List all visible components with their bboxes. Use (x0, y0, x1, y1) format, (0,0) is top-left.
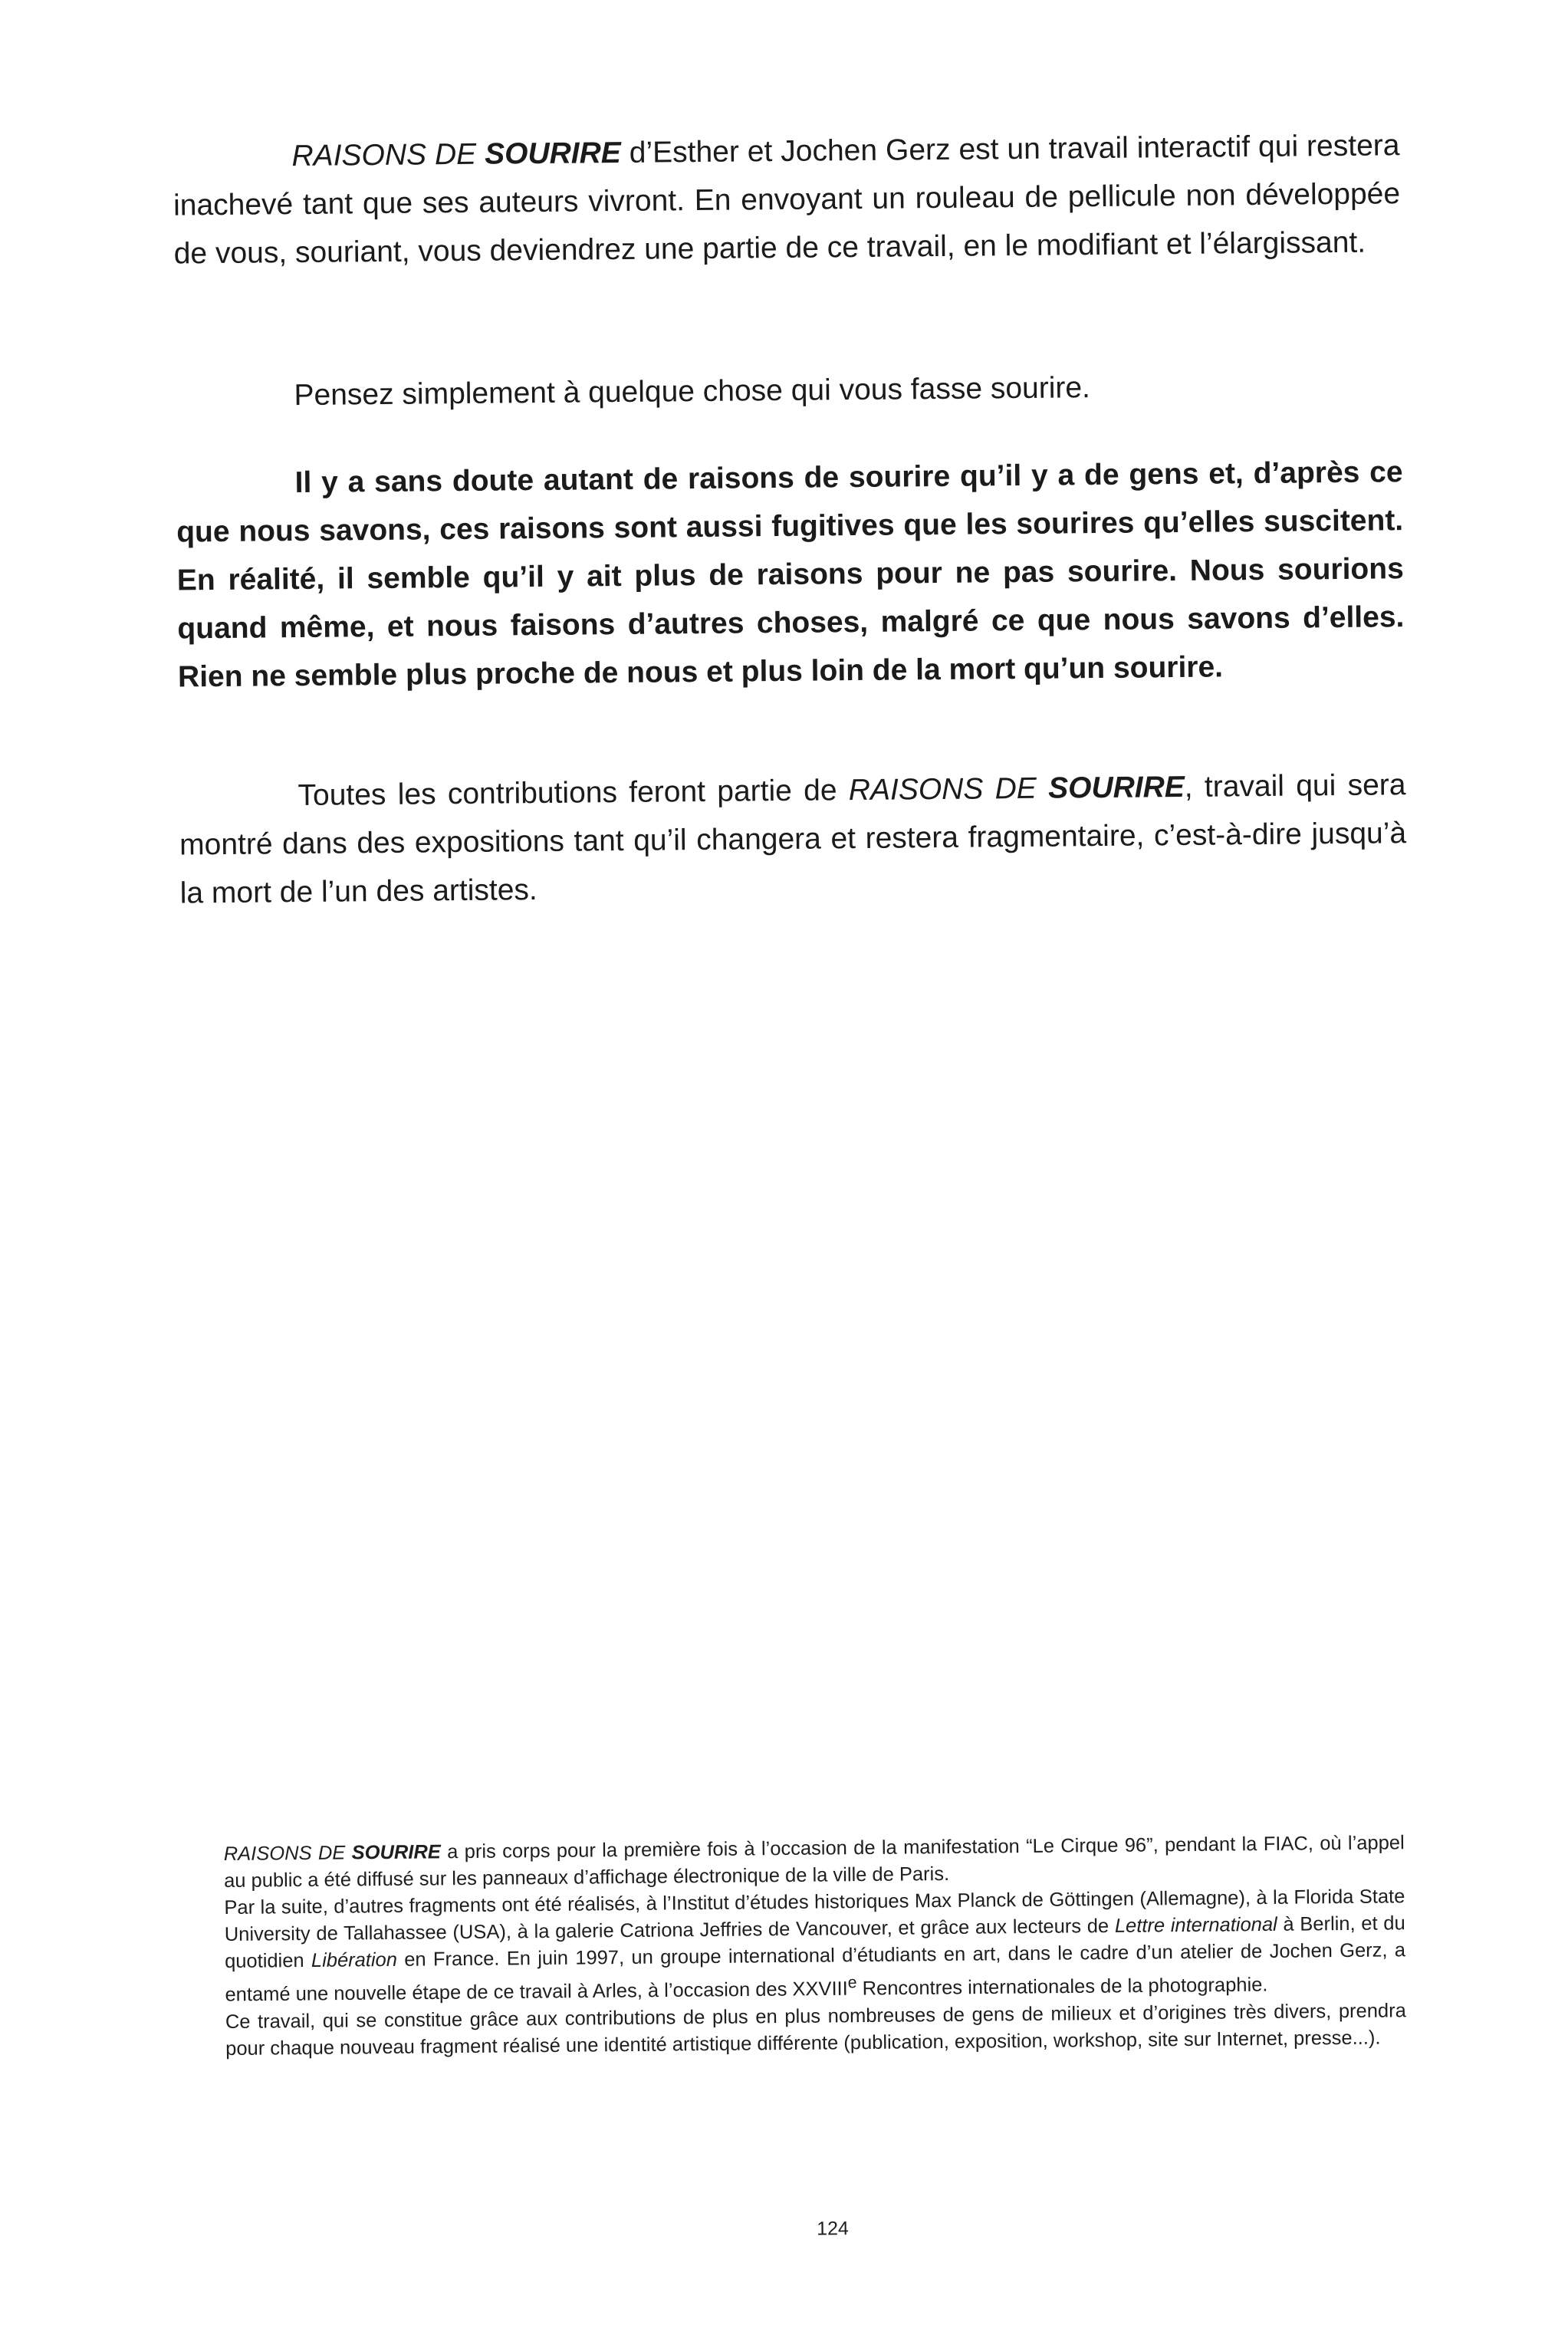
paragraph-instruction: Pensez simplement à quelque chose qui vous fasse sourire. (294, 371, 1091, 413)
intro-text: d’Esther et Jochen Gerz est un travail interactif qui restera inachevé tant que ses auteurs vivront. En envoyant un rouleau de pellicule non développée de vous, souriant, vous deviendrez une partie de ce travail, en le modifiant et l’élargissant. (173, 129, 1401, 271)
note-text-2a: Par la suite, d’autres fragments ont été réalisés, à l’Institut d’études historiques Max Planck de Göttingen (Allemagne), à la Florida State University de Tallahassee (USA), à la galerie Catriona Jeffries de Vancouver, et grâce aux lecteurs de (224, 1886, 1405, 1946)
liberation: Libération (311, 1948, 398, 1971)
note-title-raisons-de: RAISONS DE (223, 1842, 346, 1866)
note-text-2b: à Berlin, et du quotidien (224, 1912, 1405, 1973)
footnote-block (224, 1830, 1407, 2062)
note-text-2c: en France. En juin 1997, un groupe international d’étudiants en art, dans le cadre d’un atelier de Jochen Gerz, a entamé une nouvelle étape de ce travail à Arles, à l’occasion des XXVIII (225, 1939, 1406, 2006)
title-raisons-de: RAISONS DE (848, 771, 1037, 807)
note-title-sourire: SOURIRE (351, 1841, 441, 1864)
note-text-1: a pris corps pour la première fois à l’occasion de la manifestation “Le Cirque 96”, pendant la FIAC, où l’appel au public a été diffusé sur les panneaux d’affichage électronique de la ville de Paris. (223, 1832, 1405, 1892)
contributions-text-before: Toutes les contributions feront partie de (297, 774, 850, 813)
page-number: 124 (817, 2218, 849, 2240)
paragraph-intro (173, 121, 1401, 278)
superscript-e: e (847, 1973, 857, 1992)
footnote-paragraph-3: Ce travail, qui se constitue grâce aux contributions de plus en plus nombreuses de gens de milieux et d’origines très divers, prendra pour chaque nouveau fragment réalisé une identité artistique différente (publication, exposition, workshop, site sur Internet, presse...). (225, 1999, 1406, 2060)
note-text-2d: Rencontres internationales de la photographie. (856, 1974, 1268, 2000)
footnote-paragraph-2 (224, 1883, 1405, 2008)
lettre-international: Lettre international (1114, 1913, 1277, 1937)
paragraph-statement: Il y a sans doute autant de raisons de sourire qu’il y a de gens et, d’après ce que nous savons, ces raisons sont aussi fugitives que les sourires qu’elles suscitent. En réalité, il semble qu’il y ait plus de raisons pour ne pas sourire. Nous sourions quand même, et nous faisons d’autres choses, malgré ce que nous savons d’elles. Rien ne semble plus proche de nous et plus loin de la mort qu’un sourire. (176, 455, 1405, 694)
contributions-text-after: , travail qui sera montré dans des expositions tant qu’il changera et restera fragmentaire, c’est-à-dire jusqu’à la mort de l’un des artistes. (179, 768, 1407, 910)
paragraph-contributions (179, 761, 1407, 917)
title-sourire: SOURIRE (1047, 770, 1185, 805)
title-raisons-de: RAISONS DE (291, 137, 477, 173)
title-sourire: SOURIRE (484, 136, 622, 171)
